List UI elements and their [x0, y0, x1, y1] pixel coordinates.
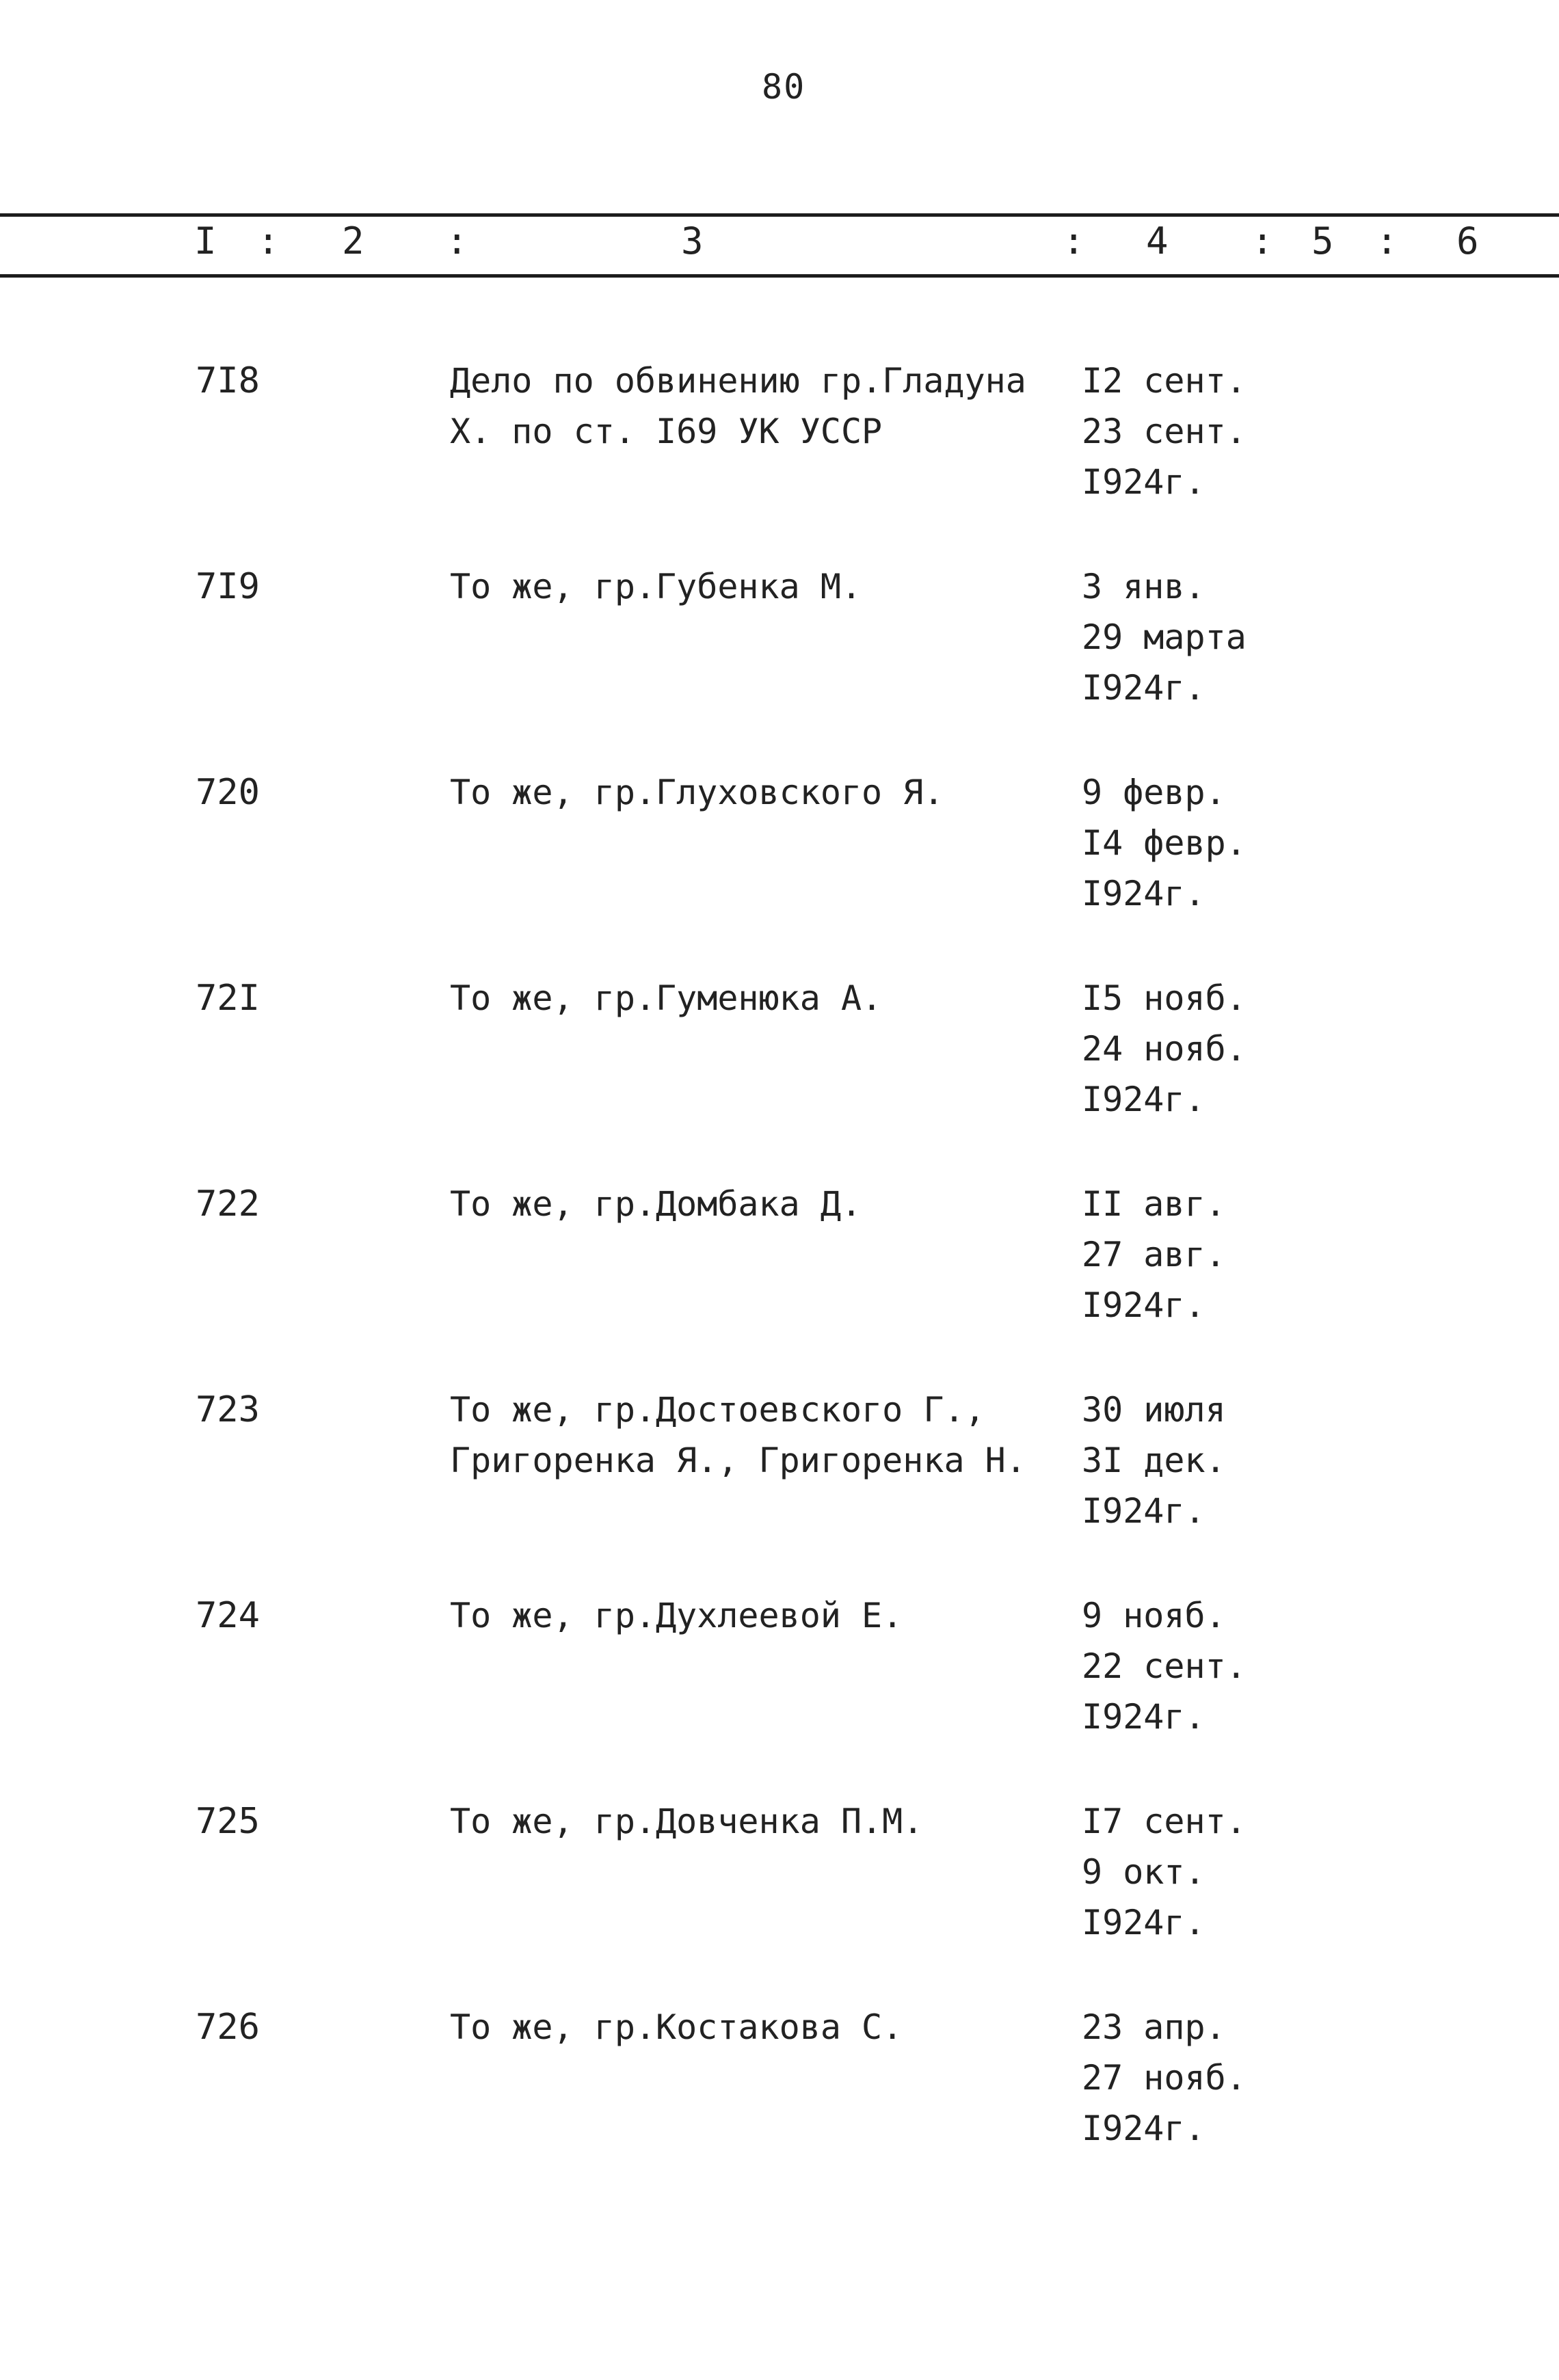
item-number: 724: [196, 1595, 260, 1636]
column-header-4: 4: [1146, 219, 1169, 263]
column-header-2: 2: [342, 219, 364, 263]
date-line: 9 окт.: [1082, 1852, 1205, 1892]
item-description: [450, 767, 1079, 818]
date-line: I2 сент.: [1082, 361, 1247, 401]
item-dates: [1082, 1385, 1369, 1536]
column-header-6: 6: [1456, 219, 1479, 263]
date-line: I924г.: [1082, 1491, 1205, 1531]
date-line: 23 сент.: [1082, 412, 1247, 451]
date-line: I924г.: [1082, 462, 1205, 502]
date-line: 23 апр.: [1082, 2007, 1226, 2047]
item-number: 722: [196, 1184, 260, 1225]
item-number: 72I: [196, 978, 260, 1019]
item-dates: [1082, 1590, 1369, 1742]
item-description: [450, 1385, 1079, 1486]
item-dates: [1082, 356, 1369, 507]
list-item: [0, 561, 1559, 766]
description-line: То же, гр.Домбака Д.: [450, 1184, 862, 1224]
item-dates: [1082, 1796, 1369, 1948]
list-item: [0, 2002, 1559, 2207]
date-line: 9 нояб.: [1082, 1596, 1226, 1635]
column-separator: :: [257, 219, 280, 263]
date-line: 3I дек.: [1082, 1441, 1226, 1480]
date-line: 27 нояб.: [1082, 2058, 1247, 2098]
item-dates: [1082, 767, 1369, 919]
item-number: 726: [196, 2007, 260, 2048]
item-number: 7I8: [196, 360, 260, 401]
description-line: То же, гр.Гуменюка А.: [450, 978, 883, 1018]
item-description: [450, 356, 1079, 457]
description-line: Х. по ст. I69 УК УССР: [450, 412, 883, 451]
description-line: Григоренка Я., Григоренка Н.: [450, 1441, 1026, 1480]
item-description: [450, 561, 1079, 612]
description-line: То же, гр.Довченка П.М.: [450, 1802, 924, 1841]
header-rule-bottom: [0, 274, 1559, 278]
date-line: 29 марта: [1082, 617, 1247, 657]
column-separator: :: [446, 219, 468, 263]
description-line: То же, гр.Глуховского Я.: [450, 773, 944, 812]
description-line: То же, гр.Духлеевой Е.: [450, 1596, 903, 1635]
description-line: То же, гр.Достоевского Г.,: [450, 1390, 985, 1430]
date-line: I924г.: [1082, 874, 1205, 913]
date-line: I924г.: [1082, 1697, 1205, 1737]
list-item: [0, 1796, 1559, 2001]
date-line: I7 сент.: [1082, 1802, 1247, 1841]
item-dates: [1082, 561, 1369, 713]
list-item: [0, 973, 1559, 1178]
page-number: 80: [762, 67, 806, 107]
item-description: [450, 1796, 1079, 1847]
list-item: [0, 1385, 1559, 1590]
date-line: 22 сент.: [1082, 1646, 1247, 1686]
date-line: I924г.: [1082, 1903, 1205, 1942]
column-separator: :: [1376, 219, 1398, 263]
item-description: [450, 2002, 1079, 2053]
item-dates: [1082, 1179, 1369, 1331]
list-item: [0, 1179, 1559, 1384]
date-line: I4 февр.: [1082, 823, 1247, 863]
date-line: II авг.: [1082, 1184, 1226, 1224]
date-line: I924г.: [1082, 668, 1205, 708]
item-description: [450, 1179, 1079, 1229]
date-line: 3 янв.: [1082, 567, 1205, 606]
header-rule-top: [0, 213, 1559, 217]
date-line: 30 июля: [1082, 1390, 1226, 1430]
date-line: 27 авг.: [1082, 1235, 1226, 1274]
description-line: То же, гр.Костакова С.: [450, 2007, 903, 2047]
list-item: [0, 1590, 1559, 1795]
item-description: [450, 1590, 1079, 1641]
date-line: I924г.: [1082, 2109, 1205, 2148]
item-number: 725: [196, 1801, 260, 1842]
description-line: Дело по обвинению гр.Гладуна: [450, 361, 1026, 401]
item-number: 723: [196, 1389, 260, 1430]
column-header-1: I: [194, 219, 217, 263]
item-number: 720: [196, 772, 260, 813]
item-number: 7I9: [196, 566, 260, 607]
column-header-3: 3: [681, 219, 704, 263]
date-line: I924г.: [1082, 1285, 1205, 1325]
list-item: [0, 356, 1559, 561]
column-separator: :: [1251, 219, 1274, 263]
date-line: 9 февр.: [1082, 773, 1226, 812]
list-item: [0, 767, 1559, 972]
date-line: I5 нояб.: [1082, 978, 1247, 1018]
date-line: 24 нояб.: [1082, 1029, 1247, 1069]
item-dates: [1082, 973, 1369, 1125]
date-line: I924г.: [1082, 1080, 1205, 1119]
item-dates: [1082, 2002, 1369, 2154]
description-line: То же, гр.Губенка М.: [450, 567, 862, 606]
column-separator: :: [1063, 219, 1085, 263]
column-header-5: 5: [1311, 219, 1334, 263]
item-description: [450, 973, 1079, 1024]
